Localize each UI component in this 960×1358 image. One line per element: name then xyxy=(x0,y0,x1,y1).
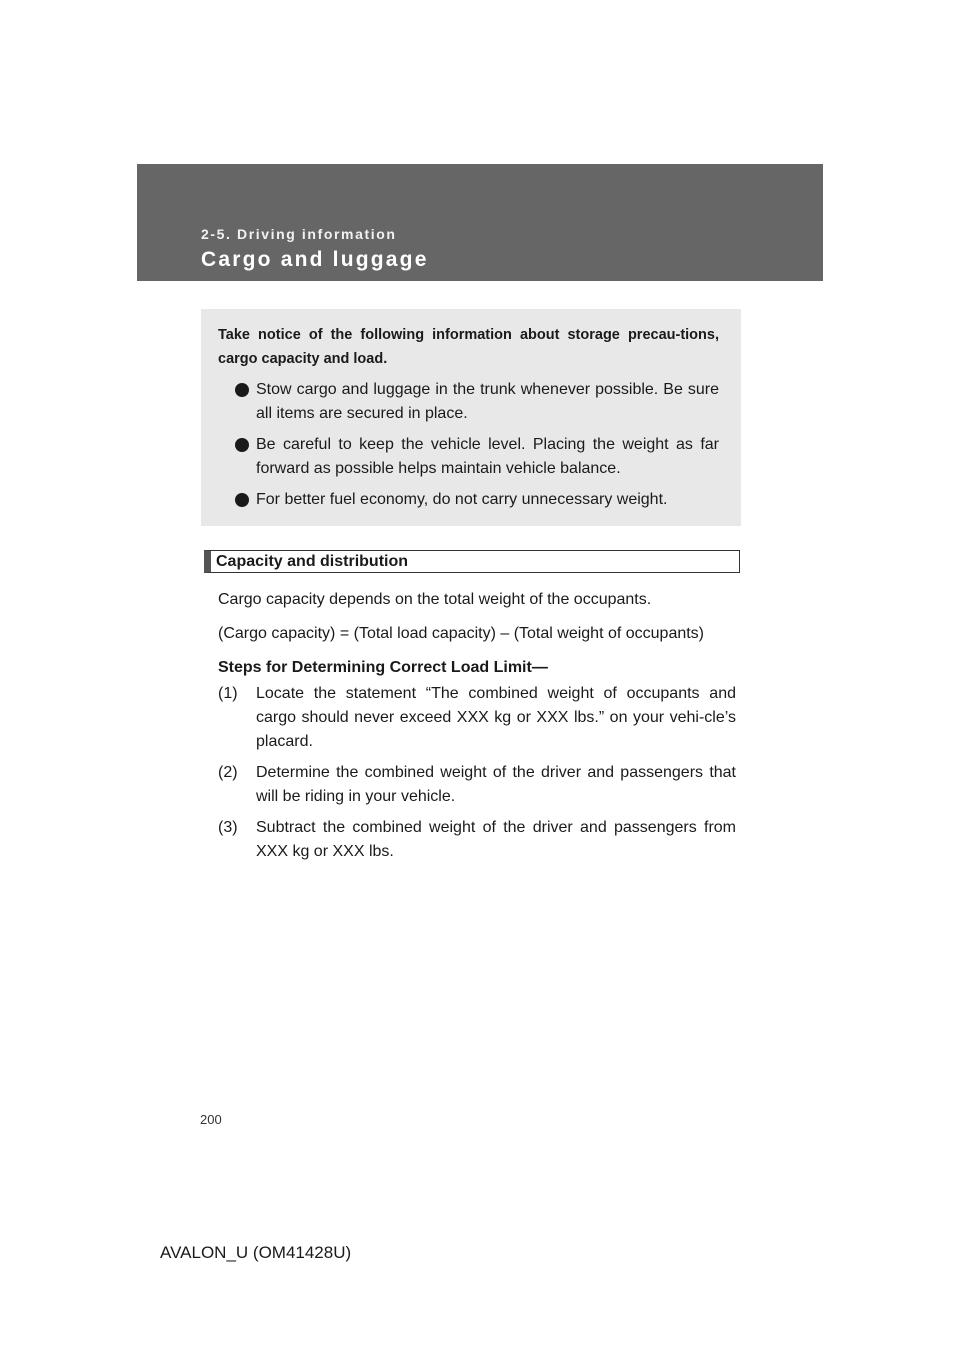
chapter-header xyxy=(137,164,823,281)
steps-list xyxy=(218,682,736,864)
step-number: (2) xyxy=(218,764,238,781)
list-item-text: Stow cargo and luggage in the trunk whenever possible. Be sure all items are secured in place. xyxy=(256,381,719,422)
section-heading: Capacity and distribution xyxy=(204,550,740,573)
step-number: (3) xyxy=(218,819,238,836)
list-item-text: Be careful to keep the vehicle level. Placing the weight as far forward as possible helps maintain vehicle balance. xyxy=(256,436,719,477)
paragraph: Cargo capacity depends on the total weight of the occupants. xyxy=(218,591,652,608)
notice-intro: Take notice of the following information about storage precau-tions, cargo capacity and load. xyxy=(218,327,719,367)
step-text: Locate the statement “The combined weight of occupants and cargo should never exceed XXX kg or XXX lbs.” on your vehi-cle’s placard. xyxy=(256,685,736,750)
list-item-text: For better fuel economy, do not carry unnecessary weight. xyxy=(256,491,668,508)
steps-title: Steps for Determining Correct Load Limit— xyxy=(218,659,548,676)
step-item xyxy=(218,816,736,864)
step-number: (1) xyxy=(218,685,238,702)
page-title: Cargo and luggage xyxy=(201,248,429,271)
step-text: Subtract the combined weight of the driver and passengers from XXX kg or XXX lbs. xyxy=(256,819,736,860)
footer-doc-id: AVALON_U (OM41428U) xyxy=(160,1243,352,1262)
list-item xyxy=(218,378,719,426)
bullet-icon xyxy=(235,493,249,507)
step-item xyxy=(218,682,736,754)
list-item xyxy=(218,433,719,481)
step-item xyxy=(218,761,736,809)
step-text: Determine the combined weight of the driver and passengers that will be riding in your vehicle. xyxy=(256,764,736,805)
bullet-icon xyxy=(235,438,249,452)
list-item xyxy=(218,488,719,512)
formula: (Cargo capacity) = (Total load capacity) – (Total weight of occupants) xyxy=(218,625,705,642)
body-text xyxy=(218,588,736,871)
page-number: 200 xyxy=(200,1112,222,1127)
notice-box xyxy=(201,309,741,526)
section-label: 2-5. Driving information xyxy=(201,226,397,242)
bullet-icon xyxy=(235,383,249,397)
notice-list xyxy=(218,378,719,512)
